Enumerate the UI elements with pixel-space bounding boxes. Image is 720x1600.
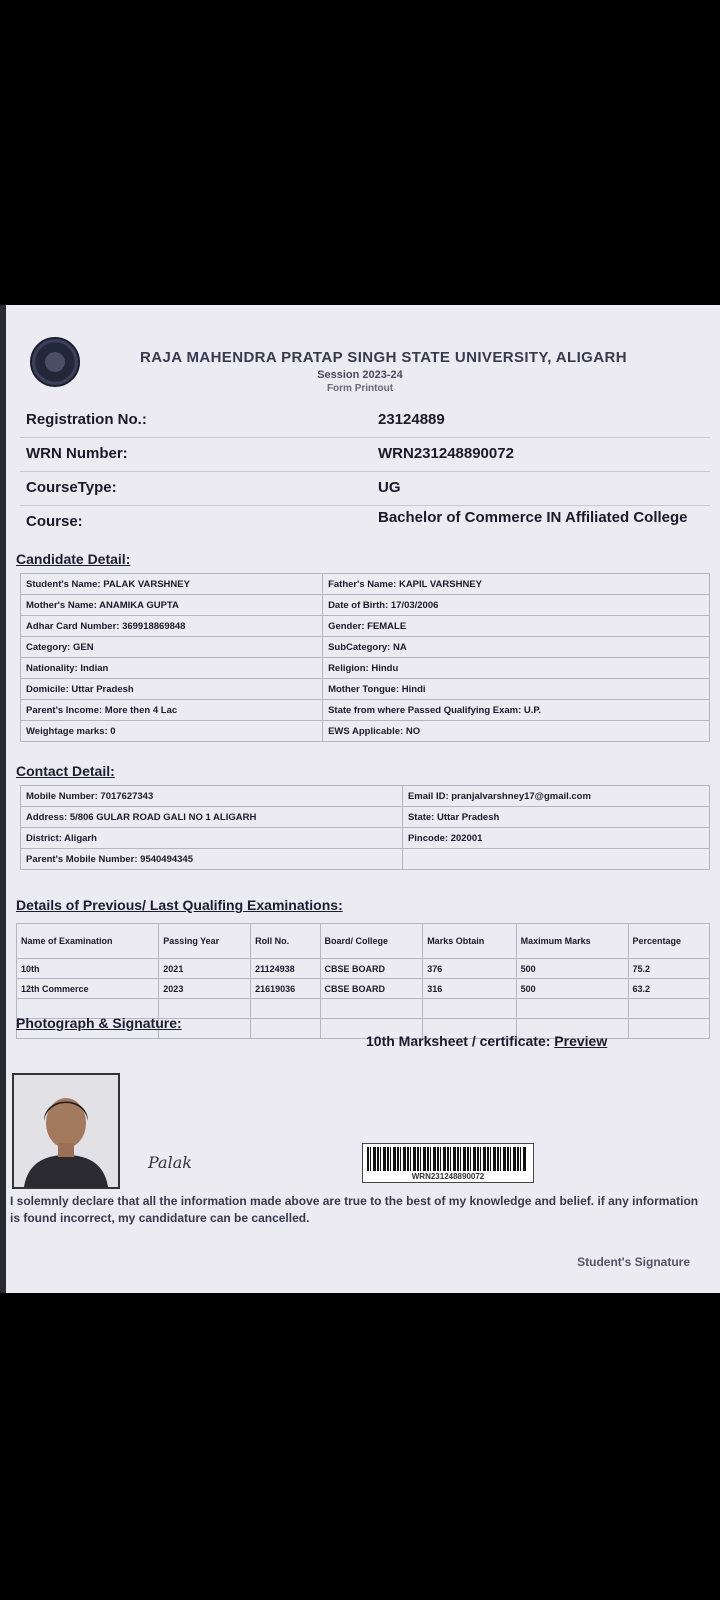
university-name: RAJA MAHENDRA PRATAP SINGH STATE UNIVERSITY, ALIGARH	[140, 349, 627, 366]
table-cell: CBSE BOARD	[320, 959, 423, 979]
student-signature-label: Student's Signature	[577, 1255, 690, 1269]
table-cell: EWS Applicable: NO	[323, 721, 710, 742]
table-row	[21, 679, 710, 700]
table-cell: 316	[423, 979, 516, 999]
form-printout	[0, 305, 720, 1293]
registration-label: Registration No.:	[26, 411, 147, 428]
wrn-label: WRN Number:	[26, 445, 128, 462]
table-cell: Pincode: 202001	[402, 828, 709, 849]
table-cell: 2021	[159, 959, 251, 979]
contact-detail-title: Contact Detail:	[16, 763, 115, 779]
table-cell: Mother Tongue: Hindi	[323, 679, 710, 700]
candidate-detail-title: Candidate Detail:	[16, 551, 131, 567]
table-cell: 500	[516, 959, 628, 979]
table-cell: 21124938	[251, 959, 320, 979]
coursetype-row	[20, 471, 710, 506]
marksheet-row	[366, 1033, 607, 1049]
page-edge	[0, 305, 6, 1293]
exams-title: Details of Previous/ Last Qualifing Examinations:	[16, 897, 343, 913]
table-header-row	[17, 924, 710, 959]
table-header: Passing Year	[159, 924, 251, 959]
session-label: Session 2023-24	[317, 369, 403, 381]
table-cell: Domicile: Uttar Pradesh	[21, 679, 323, 700]
table-header: Roll No.	[251, 924, 320, 959]
declaration-text: I solemnly declare that all the information made above are true to the best of my knowledge and belief. if any information is found incorrect, my candidature can be cancelled.	[10, 1194, 699, 1225]
contact-detail-table	[20, 785, 710, 870]
table-cell: District: Aligarh	[21, 828, 403, 849]
barcode-text: WRN231248890072	[411, 1172, 485, 1181]
table-row	[21, 700, 710, 721]
coursetype-label: CourseType:	[26, 479, 117, 496]
photo-signature-title: Photograph & Signature:	[16, 1015, 182, 1031]
table-cell: CBSE BOARD	[320, 979, 423, 999]
barcode-icon	[367, 1147, 527, 1171]
table-cell: 376	[423, 959, 516, 979]
table-row	[21, 658, 710, 679]
table-row	[21, 595, 710, 616]
candidate-signature: Palak	[148, 1153, 192, 1172]
table-row	[17, 959, 710, 979]
table-cell: Date of Birth: 17/03/2006	[323, 595, 710, 616]
form-printout-label: Form Printout	[326, 383, 394, 394]
course-value: Bachelor of Commerce IN Affiliated College	[378, 509, 688, 526]
table-cell: Father's Name: KAPIL VARSHNEY	[323, 574, 710, 595]
table-header: Marks Obtain	[423, 924, 516, 959]
table-cell: Address: 5/806 GULAR ROAD GALI NO 1 ALIGARH	[21, 807, 403, 828]
course-label: Course:	[26, 513, 83, 530]
table-cell: Weightage marks: 0	[21, 721, 323, 742]
wrn-value: WRN231248890072	[378, 445, 514, 462]
wrn-row	[20, 437, 710, 472]
table-cell: Gender: FEMALE	[323, 616, 710, 637]
table-row	[21, 637, 710, 658]
table-cell: 75.2	[628, 959, 710, 979]
table-cell: 63.2	[628, 979, 710, 999]
person-photo-icon	[14, 1075, 118, 1187]
table-row	[21, 786, 710, 807]
table-row	[21, 849, 710, 870]
table-header: Percentage	[628, 924, 710, 959]
marksheet-label: 10th Marksheet / certificate:	[366, 1033, 551, 1049]
candidate-detail-table	[20, 573, 710, 742]
table-cell: Email ID: pranjalvarshney17@gmail.com	[402, 786, 709, 807]
table-header: Maximum Marks	[516, 924, 628, 959]
preview-link[interactable]: Preview	[554, 1033, 608, 1049]
table-header: Name of Examination	[17, 924, 159, 959]
table-cell: Category: GEN	[21, 637, 323, 658]
table-cell: 500	[516, 979, 628, 999]
table-cell: 12th Commerce	[17, 979, 159, 999]
table-cell	[402, 849, 709, 870]
course-row	[20, 505, 710, 551]
table-row	[21, 721, 710, 742]
table-cell: Mother's Name: ANAMIKA GUPTA	[21, 595, 323, 616]
table-cell: Nationality: Indian	[21, 658, 323, 679]
table-cell: State from where Passed Qualifying Exam: U.P.	[323, 700, 710, 721]
table-row	[21, 616, 710, 637]
table-cell: Parent's Mobile Number: 9540494345	[21, 849, 403, 870]
table-cell: Adhar Card Number: 369918869848	[21, 616, 323, 637]
table-cell: 21619036	[251, 979, 320, 999]
table-cell: Parent's Income: More then 4 Lac	[21, 700, 323, 721]
table-row	[21, 574, 710, 595]
table-row	[17, 979, 710, 999]
barcode	[362, 1143, 534, 1183]
registration-value: 23124889	[378, 411, 445, 428]
coursetype-value: UG	[378, 479, 401, 496]
table-row	[21, 828, 710, 849]
registration-row	[20, 403, 710, 438]
table-row	[21, 807, 710, 828]
table-cell: Mobile Number: 7017627343	[21, 786, 403, 807]
table-cell: 10th	[17, 959, 159, 979]
table-cell: SubCategory: NA	[323, 637, 710, 658]
table-cell: Religion: Hindu	[323, 658, 710, 679]
candidate-photo	[12, 1073, 120, 1189]
table-cell: State: Uttar Pradesh	[402, 807, 709, 828]
table-cell: Student's Name: PALAK VARSHNEY	[21, 574, 323, 595]
header	[0, 305, 720, 405]
table-cell: 2023	[159, 979, 251, 999]
table-header: Board/ College	[320, 924, 423, 959]
